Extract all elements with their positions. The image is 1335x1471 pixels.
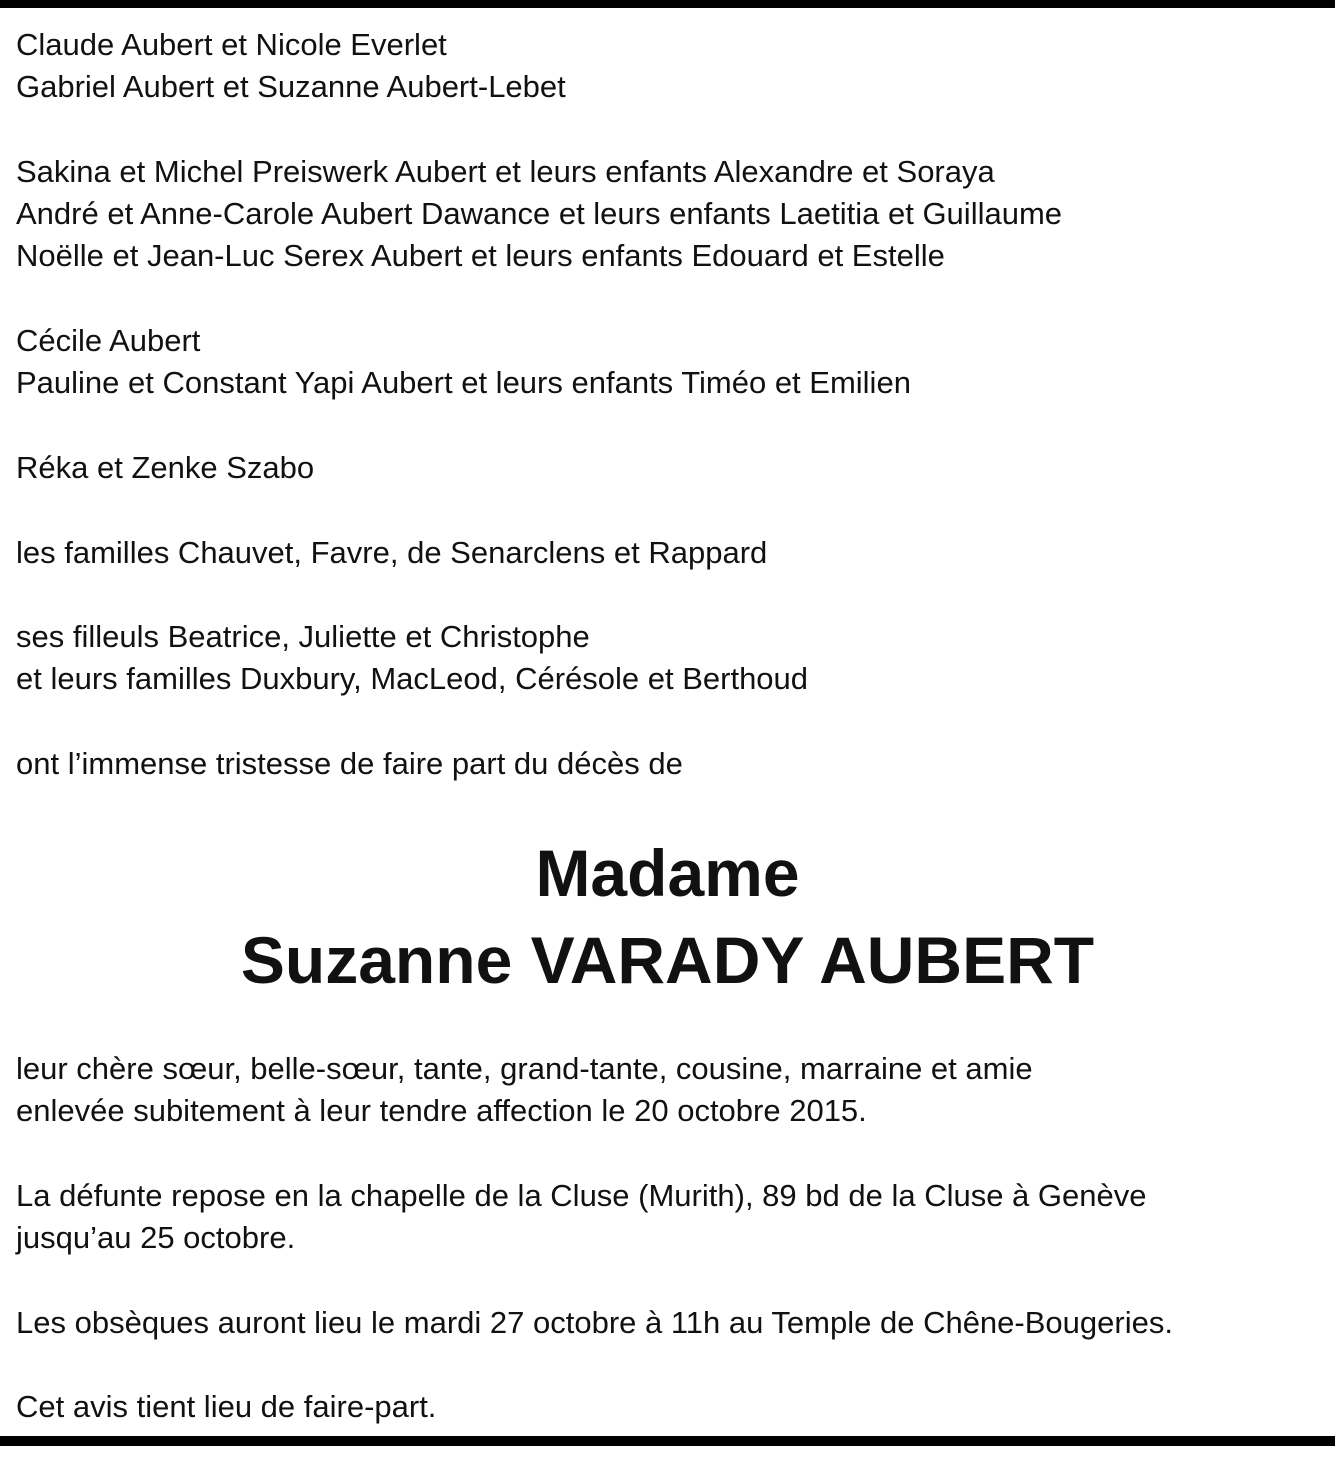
family-group bbox=[16, 532, 1326, 574]
family-line: Claude Aubert et Nicole Everlet bbox=[16, 27, 447, 62]
family-line: Sakina et Michel Preiswerk Aubert et leurs enfants Alexandre et Soraya bbox=[16, 153, 995, 189]
detail-line: Les obsèques auront lieu le mardi 27 octobre à 11h au Temple de Chêne-Bougeries. bbox=[16, 1304, 1173, 1340]
detail-line: enlevée subitement à leur tendre affection le 20 octobre 2015. bbox=[16, 1093, 867, 1129]
family-list bbox=[16, 24, 1326, 828]
funeral-paragraph bbox=[16, 1302, 1326, 1344]
title-honorific: Madame bbox=[535, 836, 800, 910]
detail-line: Cet avis tient lieu de faire-part. bbox=[16, 1389, 437, 1425]
family-group bbox=[16, 24, 1326, 109]
details bbox=[16, 1048, 1326, 1471]
family-line: Cécile Aubert bbox=[16, 323, 201, 359]
announcement-text: ont l’immense tristesse de faire part du décès de bbox=[16, 746, 683, 782]
detail-line: jusqu’au 25 octobre. bbox=[16, 1220, 296, 1256]
family-group bbox=[16, 151, 1326, 278]
family-group bbox=[16, 447, 1326, 489]
deceased-name-heading bbox=[0, 830, 1335, 1004]
family-line: Réka et Zenke Szabo bbox=[16, 449, 315, 485]
family-line: et leurs familles Duxbury, MacLeod, Cérésole et Berthoud bbox=[16, 661, 809, 697]
title-name: Suzanne VARADY AUBERT bbox=[240, 923, 1095, 997]
family-group bbox=[16, 320, 1326, 405]
family-line: André et Anne-Carole Aubert Dawance et leurs enfants Laetitia et Guillaume bbox=[16, 196, 1063, 232]
relation-paragraph bbox=[16, 1048, 1326, 1133]
bottom-border bbox=[0, 1436, 1335, 1446]
repose-paragraph bbox=[16, 1175, 1326, 1260]
detail-line: leur chère sœur, belle-sœur, tante, grand-tante, cousine, marraine et amie bbox=[16, 1051, 1033, 1086]
family-line: ses filleuls Beatrice, Juliette et Christophe bbox=[16, 619, 590, 655]
detail-line: La défunte repose en la chapelle de la Cluse (Murith), 89 bd de la Cluse à Genève bbox=[16, 1177, 1147, 1213]
family-line: Noëlle et Jean-Luc Serex Aubert et leurs enfants Edouard et Estelle bbox=[16, 238, 945, 274]
family-line: Gabriel Aubert et Suzanne Aubert-Lebet bbox=[16, 69, 566, 105]
family-group bbox=[16, 616, 1326, 701]
top-border bbox=[0, 0, 1335, 8]
closing-paragraph bbox=[16, 1386, 1326, 1428]
family-line: les familles Chauvet, Favre, de Senarclens et Rappard bbox=[16, 534, 768, 570]
family-line: Pauline et Constant Yapi Aubert et leurs enfants Timéo et Emilien bbox=[16, 365, 911, 401]
announcement-line bbox=[16, 743, 1326, 785]
